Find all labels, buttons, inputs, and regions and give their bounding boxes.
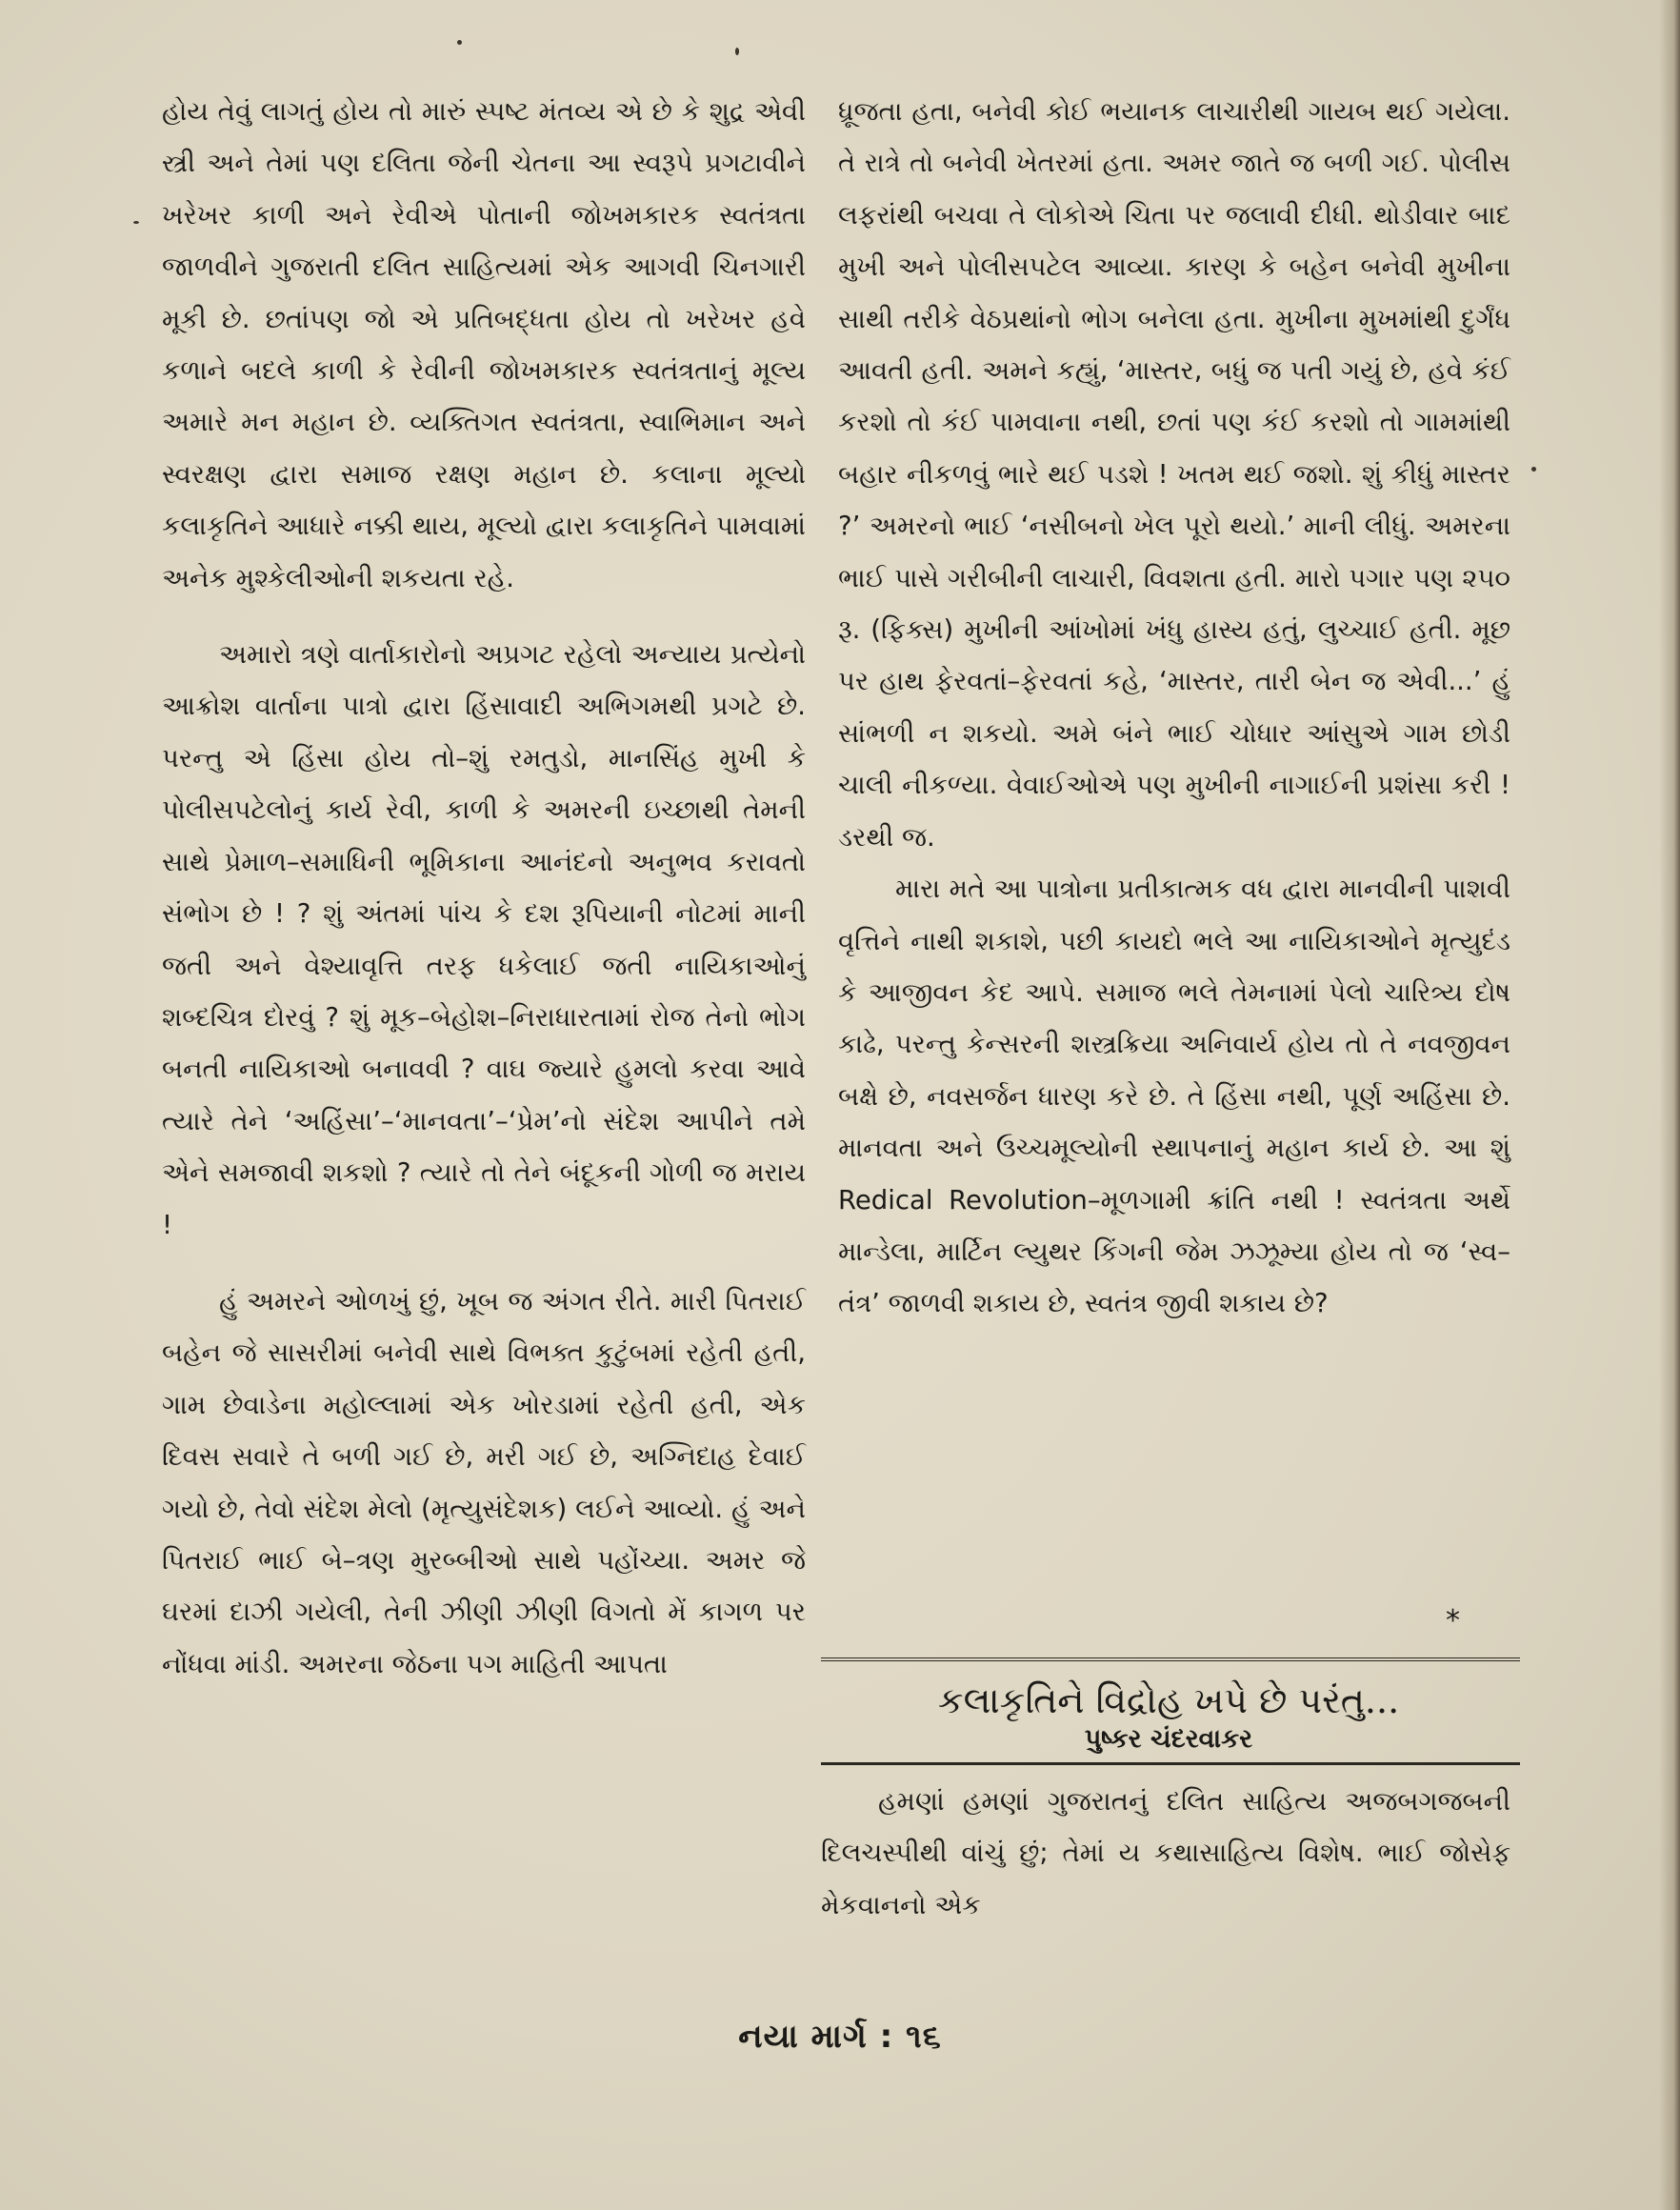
paragraph: હું અમરને ઓળખું છું, ખૂબ જ અંગત રીતે. મારી પિતરાઈ બહેન જે સાસરીમાં બનેવી સાથે વિભક્ત કુટુંબમાં રહેતી હતી, ગામ છેવાડેના મહોલ્લામાં એક ખોરડામાં રહેતી હતી, એક દિવસ સવારે તે બળી ગઈ છે, મરી ગઈ છે, અગ્નિદાહ દેવાઈ ગયો છે, તેવો સંદેશ મેલો (મૃત્યુસંદેશક) લઈને આવ્યો. હું અને પિતરાઈ ભાઈ બે–ત્રણ મુરબ્બીઓ સાથે પહોંચ્યા. અમર જે ઘરમાં દાઝી ગયેલી, તેની ઝીણી ઝીણી વિગતો મેં કાગળ પર નોંધવા માંડી. અમરના જેઠના પગ માહિતી આપતા [162,1285,806,1679]
right-column [838,86,1510,1330]
paragraph: ધ્રૂજતા હતા, બનેવી કોઈ ભયાનક લાચારીથી ગાયબ થઈ ગયેલા. તે રાત્રે તો બનેવી ખેતરમાં હતા. અમર જાતે જ બળી ગઈ. પોલીસ લફરાંથી બચવા તે લોકોએ ચિતા પર જલાવી દીધી. થોડીવાર બાદ મુખી અને પોલીસપટેલ આવ્યા. કારણ કે બહેન બનેવી મુખીના સાથી તરીકે વેઠપ્રથાંનો ભોગ બનેલા હતા. મુખીના મુખમાંથી દુર્ગંધ આવતી હતી. અમને કહ્યું, ‘માસ્તર, બધું જ પતી ગયું છે, હવે કંઈ કરશો તો કંઈ પામવાના નથી, છતાં પણ કંઈ કરશો તો ગામમાંથી બહાર નીકળવું ભારે થઈ પડશે ! ખતમ થઈ જશો. શું કીધું માસ્તર ?’ અમરનો ભાઈ ‘નસીબનો ખેલ પૂરો થયો.’ માની લીધું. અમરના ભાઈ પાસે ગરીબીની લાચારી, વિવશતા હતી. મારો પગાર પણ ૨૫૦ રૂ. (ફિક્સ) મુખીની આંખોમાં ખંધુ હાસ્ય હતું, લુચ્ચાઈ હતી. મૂછ પર હાથ ફેરવતાં–ફેરવતાં કહે, ‘માસ્તર, તારી બેન જ એવી...’ હું સાંભળી ન શકયો. અમે બંને ભાઈ ચોધાર આંસુએ ગામ છોડી ચાલી નીકળ્યા. વેવાઈઓએ પણ મુખીની નાગાઈની પ્રશંસા કરી ! ડરથી જ. [838,96,1510,853]
page-edge-shadow [1659,0,1680,2210]
paragraph: હોય તેવું લાગતું હોય તો મારું સ્પષ્ટ મંતવ્ય એ છે કે શુદ્ર એવી સ્ત્રી અને તેમાં પણ દલિતા જેની ચેતના આ સ્વરૂપે પ્રગટાવીને ખરેખર કાળી અને રેવીએ પોતાની જોખમકારક સ્વતંત્રતા જાળવીને ગુજરાતી દલિત સાહિત્યમાં એક આગવી ચિનગારી મૂકી છે. છતાંપણ જો એ પ્રતિબદ્ધતા હોય તો ખરેખર હવે કળાને બદલે કાળી કે રેવીની જોખમકારક સ્વતંત્રતાનું મૂલ્ય અમારે મન મહાન છે. વ્યક્તિગત સ્વતંત્રતા, સ્વાભિમાન અને સ્વરક્ષણ દ્વારા સમાજ રક્ષણ મહાન છે. કલાના મૂલ્યો કલાકૃતિને આધારે નક્કી થાય, મૂલ્યો દ્વારા કલાકૃતિને પામવામાં અનેક મુશ્કેલીઓની શકયતા રહે. [162,96,806,593]
left-column [162,86,806,1690]
print-speck [1531,467,1536,472]
article-top-rule [821,1658,1520,1661]
end-mark: * [1446,1604,1460,1637]
page-footer: નયા માર્ગ : ૧૬ [738,2018,942,2056]
print-speck [735,48,739,55]
paragraph: હમણાં હમણાં ગુજરાતનું દલિત સાહિત્ય અજબગજબની દિલચસ્પીથી વાંચું છું; તેમાં ય કથાસાહિત્ય વિશેષ. ભાઈ જોસેફ મેકવાનનો એક [821,1786,1510,1920]
article-title: કલાકૃતિને વિદ્રોહ ખપે છે પરંતુ... [937,1679,1400,1721]
print-speck [133,221,139,224]
article-author: પુષ્કર ચંદરવાકર [1084,1724,1253,1754]
print-speck [457,40,462,45]
paragraph: મારા મતે આ પાત્રોના પ્રતીકાત્મક વધ દ્વારા માનવીની પાશવી વૃત્તિને નાથી શકાશે, પછી કાયદો ભલે આ નાયિકાઓને મૃત્યુદંડ કે આજીવન કેદ આપે. સમાજ ભલે તેમનામાં પેલો ચારિત્ર્ય દોષ કાઢે, પરન્તુ કેન્સરની શસ્ત્રક્રિયા અનિવાર્ય હોય તો તે નવજીવન બક્ષે છે, નવસર્જન ધારણ કરે છે. તે હિંસા નથી, પૂર્ણ અહિંસા છે. માનવતા અને ઉચ્ચમૂલ્યોની સ્થાપનાનું મહાન કાર્ય છે. આ શું Redical Revolution–મૂળગામી ક્રાંતિ નથી ! સ્વતંત્રતા અર્થે માન્ડેલા, માર્ટિન લ્યુથર કિંગની જેમ ઝઝૂમ્યા હોય તો જ ‘સ્વ–તંત્ર’ જાળવી શકાય છે, સ્વતંત્ર જીવી શકાય છે? [838,874,1510,1319]
article-bottom-rule [821,1762,1520,1765]
paragraph: અમારો ત્રણે વાર્તાકારોનો અપ્રગટ રહેલો અન્યાય પ્રત્યેનો આક્રોશ વાર્તાના પાત્રો દ્વારા હિંસાવાદી અભિગમથી પ્રગટે છે. પરન્તુ એ હિંસા હોય તો–શું રમતુડો, માનસિંહ મુખી કે પોલીસપટેલોનું કાર્ય રેવી, કાળી કે અમરની ઇચ્છાથી તેમની સાથે પ્રેમાળ–સમાધિની ભૂમિકાના આનંદનો અનુભવ કરાવતો સંભોગ છે ! ? શું અંતમાં પાંચ કે દશ રૂપિયાની નોટમાં માની જતી અને વેશ્યાવૃત્તિ તરફ ધકેલાઈ જતી નાયિકાઓનું શબ્દચિત્ર દોરવું ? શું મૂક–બેહોશ–નિરાધારતામાં રોજ તેનો ભોગ બનતી નાયિકાઓ બનાવવી ? વાઘ જ્યારે હુમલો કરવા આવે ત્યારે તેને ‘અહિંસા’–‘માનવતા’–‘પ્રેમ’નો સંદેશ આપીને તમે એને સમજાવી શકશો ? ત્યારે તો તેને બંદૂકની ગોળી જ મરાય ! [162,639,806,1240]
article-opening [821,1776,1510,1931]
